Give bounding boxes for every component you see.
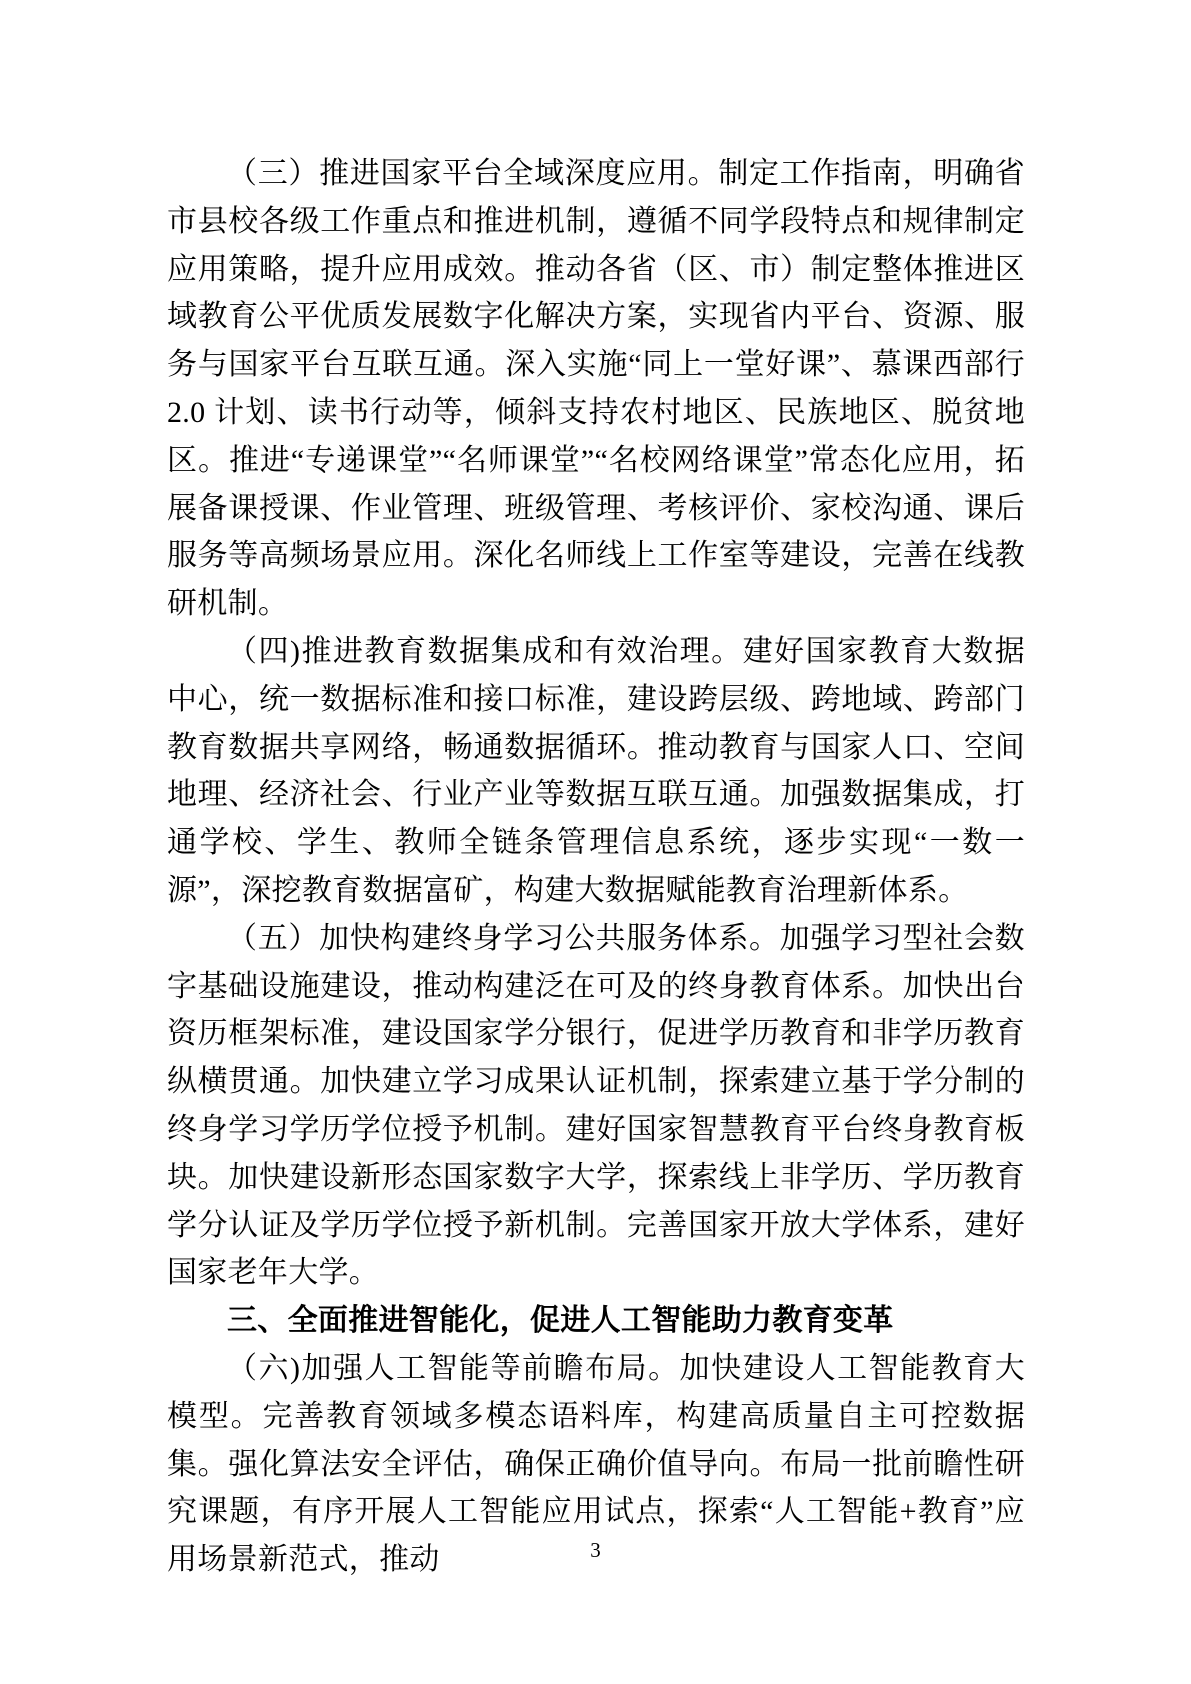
paragraph-item-6: （六)加强人工智能等前瞻布局。加快建设人工智能教育大模型。完善教育领域多模态语料库，构建高质量自主可控数据集。强化算法安全评估，确保正确价值导向。布局一批前瞻性研究课题，有序开展人工智能应用试点，探索“人工智能+教育”应用场景新范式，推动 (167, 1351, 1025, 1577)
page-number: 3 (590, 1538, 601, 1562)
paragraph-item-3: （三）推进国家平台全域深度应用。制定工作指南，明确省市县校各级工作重点和推进机制，遵循不同学段特点和规律制定应用策略，提升应用成效。推动各省（区、市）制定整体推进区域教育公平优质发展数字化解决方案，实现省内平台、资源、服务与国家平台互联互通。深入实施“同上一堂好课”、慕课西部行 2.0 计划、读书行动等，倾斜支持农村地区、民族地区、脱贫地区。推进“专递课堂”“名师课堂”“名校网络课堂”常态化应用，拓展备课授课、作业管理、班级管理、考核评价、家校沟通、课后服务等高频场景应用。深化名师线上工作室等建设，完善在线教研机制。 (167, 157, 1025, 621)
document-body (167, 150, 1025, 1584)
section-heading-3: 三、全面推进智能化，促进人工智能助力教育变革 (227, 1304, 894, 1338)
paragraph-item-5: （五）加快构建终身学习公共服务体系。加强学习型社会数字基础设施建设，推动构建泛在可及的终身教育体系。加快出台资历框架标准，建设国家学分银行，促进学历教育和非学历教育纵横贯通。加快建立学习成果认证机制，探索建立基于学分制的终身学习学历学位授予机制。建好国家智慧教育平台终身教育板块。加快建设新形态国家数字大学，探索线上非学历、学历教育学分认证及学历学位授予新机制。完善国家开放大学体系，建好国家老年大学。 (167, 921, 1025, 1290)
paragraph-item-4: （四)推进教育数据集成和有效治理。建好国家教育大数据中心，统一数据标准和接口标准，建设跨层级、跨地域、跨部门教育数据共享网络，畅通数据循环。推动教育与国家人口、空间地理、经济社会、行业产业等数据互联互通。加强数据集成，打通学校、学生、教师全链条管理信息系统，逐步实现“一数一源”，深挖教育数据富矿，构建大数据赋能教育治理新体系。 (167, 634, 1025, 907)
